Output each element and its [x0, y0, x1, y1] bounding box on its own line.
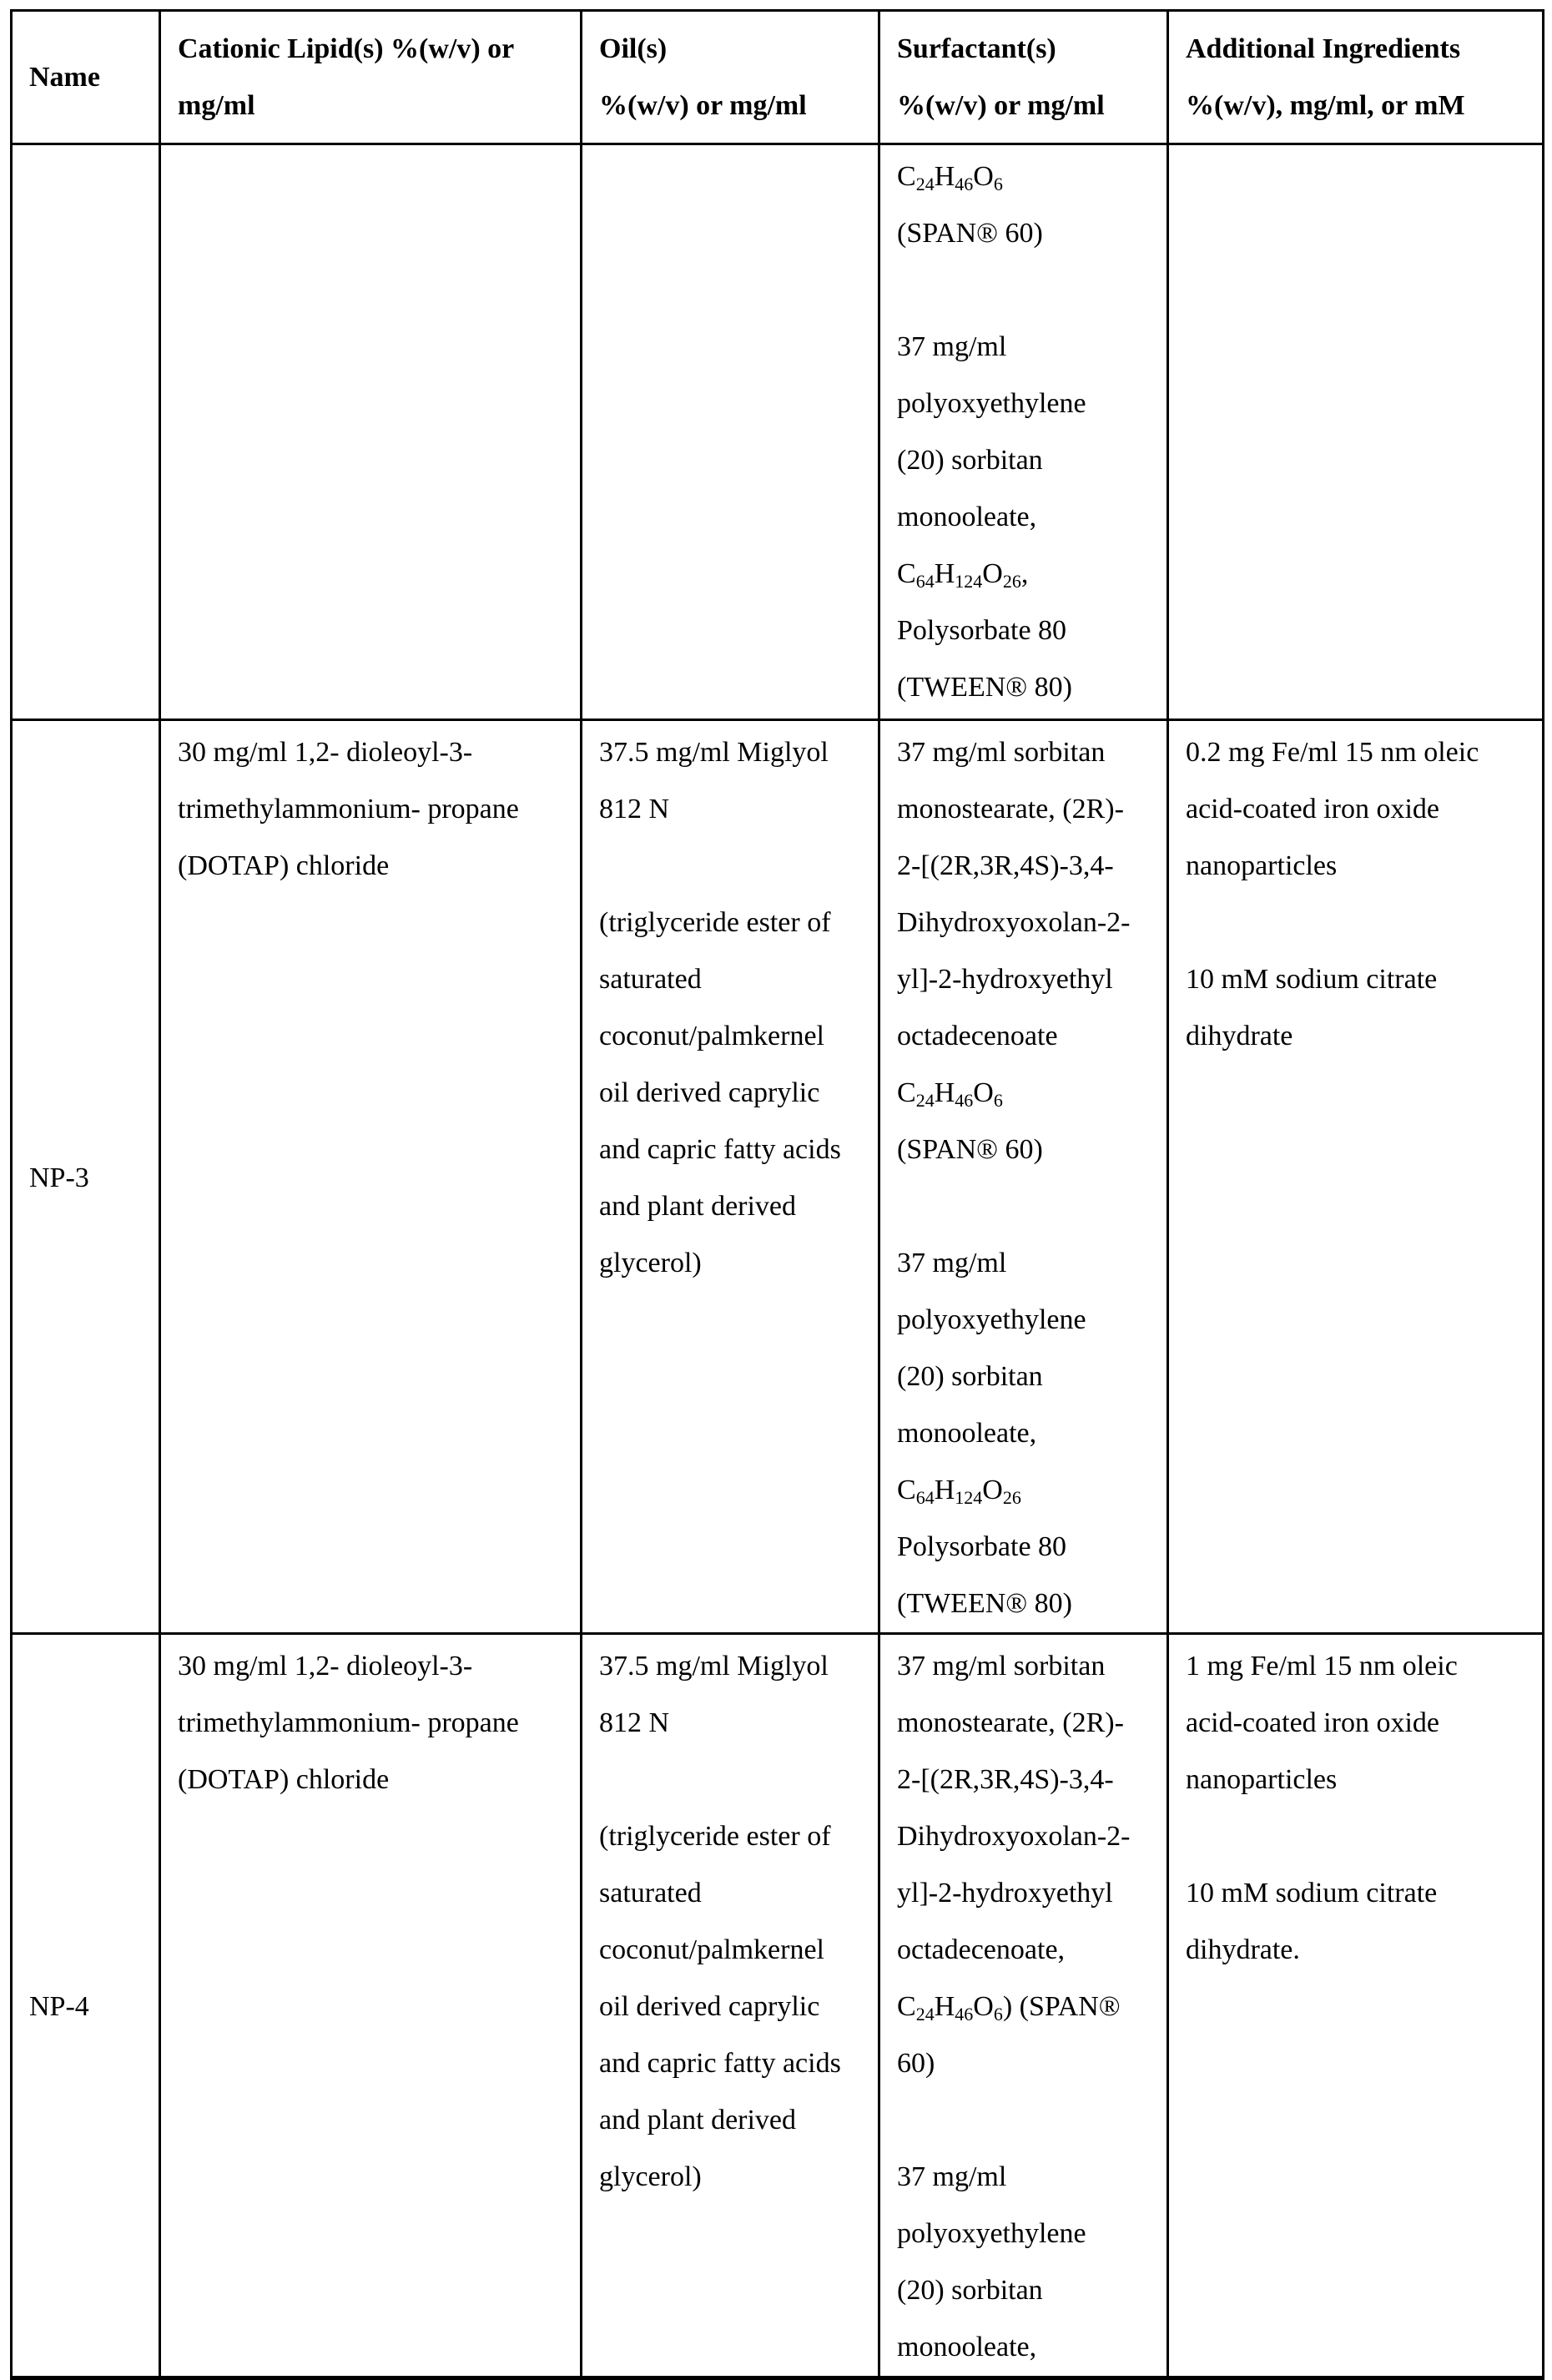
text-line: nanoparticles: [1186, 1764, 1338, 1795]
text-line: polyoxyethylene: [897, 388, 1086, 419]
text-line: acid-coated iron oxide: [1186, 1707, 1439, 1738]
text-line: 1 mg Fe/ml 15 nm oleic: [1186, 1651, 1458, 1682]
text-line: dihydrate.: [1186, 1934, 1300, 1965]
text-line: yl]-2-hydroxyethyl: [897, 1878, 1113, 1909]
oil-paragraph: [599, 1808, 871, 2206]
surfactant-paragraph: [897, 149, 1160, 262]
text-line: 2-[(2R,3R,4S)-3,4-: [897, 1764, 1114, 1795]
text-line: yl]-2-hydroxyethyl: [897, 964, 1113, 995]
cell-name: NP-4: [12, 1634, 160, 2378]
text-line: Polysorbate 80: [897, 615, 1067, 646]
text-line: monooleate,: [897, 1418, 1037, 1449]
text-line: oil derived caprylic: [599, 1991, 820, 2022]
text-line: trimethylammonium- propane: [178, 1707, 519, 1738]
header-additional-ingredients: [1168, 11, 1544, 144]
cell-oil: [582, 144, 879, 720]
formulation-table: [10, 9, 1544, 2380]
text-line: 37 mg/ml: [897, 1248, 1007, 1278]
cell-cationic-lipid: [160, 144, 582, 720]
oil-paragraph: [599, 724, 871, 838]
text-line: oil derived caprylic: [599, 1077, 820, 1108]
text-line: and capric fatty acids: [599, 1134, 841, 1165]
header-cationic-lipid: [160, 11, 582, 144]
cell-name: NP-3: [12, 720, 160, 1634]
surfactant-paragraph: [897, 1638, 1160, 2092]
header-line: Oil(s): [599, 33, 668, 64]
text-line: monooleate,: [897, 2332, 1037, 2362]
text-line: saturated: [599, 1878, 702, 1909]
text-line: monostearate, (2R)-: [897, 794, 1124, 824]
text-line: 10 mM sodium citrate: [1186, 1878, 1438, 1909]
text-line: 0.2 mg Fe/ml 15 nm oleic: [1186, 737, 1479, 768]
header-line: %(w/v), mg/ml, or mM: [1186, 89, 1465, 121]
text-line: 812 N: [599, 1707, 670, 1738]
surfactant-paragraph: [897, 724, 1160, 1178]
text-line: saturated: [599, 964, 702, 995]
text-line: 37 mg/ml: [897, 331, 1007, 362]
additional-paragraph: [1186, 1638, 1535, 1808]
text-line: nanoparticles: [1186, 850, 1338, 881]
text-line: 37 mg/ml sorbitan: [897, 737, 1106, 768]
text-line: (triglyceride ester of: [599, 1821, 831, 1852]
text-line: glycerol): [599, 2161, 702, 2192]
chemical-formula: $C_{24}H_{46}O_6$: [897, 1077, 1003, 1111]
text-line: 812 N: [599, 794, 670, 824]
text-line: 37 mg/ml sorbitan: [897, 1651, 1106, 1682]
table-row: [12, 720, 1544, 1634]
table-row: [12, 1634, 1544, 2378]
text-line: 10 mM sodium citrate: [1186, 964, 1438, 995]
surfactant-paragraph: [897, 1235, 1160, 1632]
header-line: Additional Ingredients: [1186, 33, 1461, 64]
text-line: and plant derived: [599, 1191, 797, 1222]
text-line: and capric fatty acids: [599, 2048, 841, 2079]
cell-additional: [1168, 720, 1544, 1634]
text-line: dihydrate: [1186, 1021, 1293, 1051]
surfactant-paragraph: [897, 2149, 1160, 2376]
text-line: Polysorbate 80: [897, 1531, 1067, 1562]
text-line: 37.5 mg/ml Miglyol: [599, 737, 829, 768]
oil-paragraph: [599, 895, 871, 1292]
text-line: Dihydroxyoxolan-2-: [897, 907, 1131, 938]
text-line: trimethylammonium- propane: [178, 794, 519, 824]
cell-additional: [1168, 1634, 1544, 2378]
header-name-text: Name: [29, 61, 100, 93]
header-line: %(w/v) or mg/ml: [599, 89, 807, 121]
text-line: (DOTAP) chloride: [178, 1764, 390, 1795]
cell-surfactant: [879, 720, 1168, 1634]
header-surfactant: [879, 11, 1168, 144]
cell-oil: [582, 1634, 879, 2378]
text-line: glycerol): [599, 1248, 702, 1278]
chemical-formula: $C_{64}H_{124}O_{26}$,: [897, 558, 1029, 592]
text-line: polyoxyethylene: [897, 2218, 1086, 2249]
chemical-formula: $C_{24}H_{46}O_6$) (SPAN®: [897, 1991, 1121, 2025]
text-line: monostearate, (2R)-: [897, 1707, 1124, 1738]
text-line: (SPAN® 60): [897, 1134, 1043, 1165]
oil-paragraph: [599, 1638, 871, 1752]
text-line: polyoxyethylene: [897, 1304, 1086, 1335]
table-row: [12, 144, 1544, 720]
text-line: 37.5 mg/ml Miglyol: [599, 1651, 829, 1682]
text-line: (triglyceride ester of: [599, 907, 831, 938]
text-line: coconut/palmkernel: [599, 1021, 825, 1051]
cell-surfactant: [879, 1634, 1168, 2378]
cell-name: [12, 144, 160, 720]
text-line: (20) sorbitan: [897, 445, 1043, 476]
additional-paragraph: [1186, 951, 1535, 1065]
text-line: (20) sorbitan: [897, 1361, 1043, 1392]
text-line: (SPAN® 60): [897, 218, 1043, 249]
table-header-row: [12, 11, 1544, 144]
text-line: (TWEEN® 80): [897, 1588, 1072, 1619]
additional-paragraph: [1186, 1865, 1535, 1979]
text-line: 60): [897, 2048, 935, 2079]
cell-cationic-lipid: [160, 720, 582, 1634]
chemical-formula: $C_{24}H_{46}O_6$: [897, 161, 1003, 194]
text-line: 30 mg/ml 1,2- dioleoyl-3-: [178, 737, 473, 768]
text-line: 2-[(2R,3R,4S)-3,4-: [897, 850, 1114, 881]
text-line: (DOTAP) chloride: [178, 850, 390, 881]
text-line: monooleate,: [897, 502, 1037, 532]
cell-surfactant: [879, 144, 1168, 720]
text-line: coconut/palmkernel: [599, 1934, 825, 1965]
cell-cationic-lipid: [160, 1634, 582, 2378]
header-name: [12, 11, 160, 144]
surfactant-paragraph: [897, 319, 1160, 716]
text-line: 30 mg/ml 1,2- dioleoyl-3-: [178, 1651, 473, 1682]
additional-paragraph: [1186, 724, 1535, 895]
text-line: octadecenoate,: [897, 1934, 1066, 1965]
text-line: 37 mg/ml: [897, 2161, 1007, 2192]
text-line: and plant derived: [599, 2105, 797, 2135]
text-line: (TWEEN® 80): [897, 672, 1072, 703]
header-oil: [582, 11, 879, 144]
text-line: (20) sorbitan: [897, 2275, 1043, 2306]
chemical-formula: $C_{64}H_{124}O_{26}$: [897, 1475, 1021, 1508]
text-line: Dihydroxyoxolan-2-: [897, 1821, 1131, 1852]
header-line: mg/ml: [178, 89, 255, 121]
header-line: %(w/v) or mg/ml: [897, 89, 1105, 121]
cell-oil: [582, 720, 879, 1634]
cell-additional: [1168, 144, 1544, 720]
header-line: Surfactant(s): [897, 33, 1056, 64]
text-line: acid-coated iron oxide: [1186, 794, 1439, 824]
header-line: Cationic Lipid(s) %(w/v) or: [178, 33, 515, 64]
text-line: octadecenoate: [897, 1021, 1058, 1051]
